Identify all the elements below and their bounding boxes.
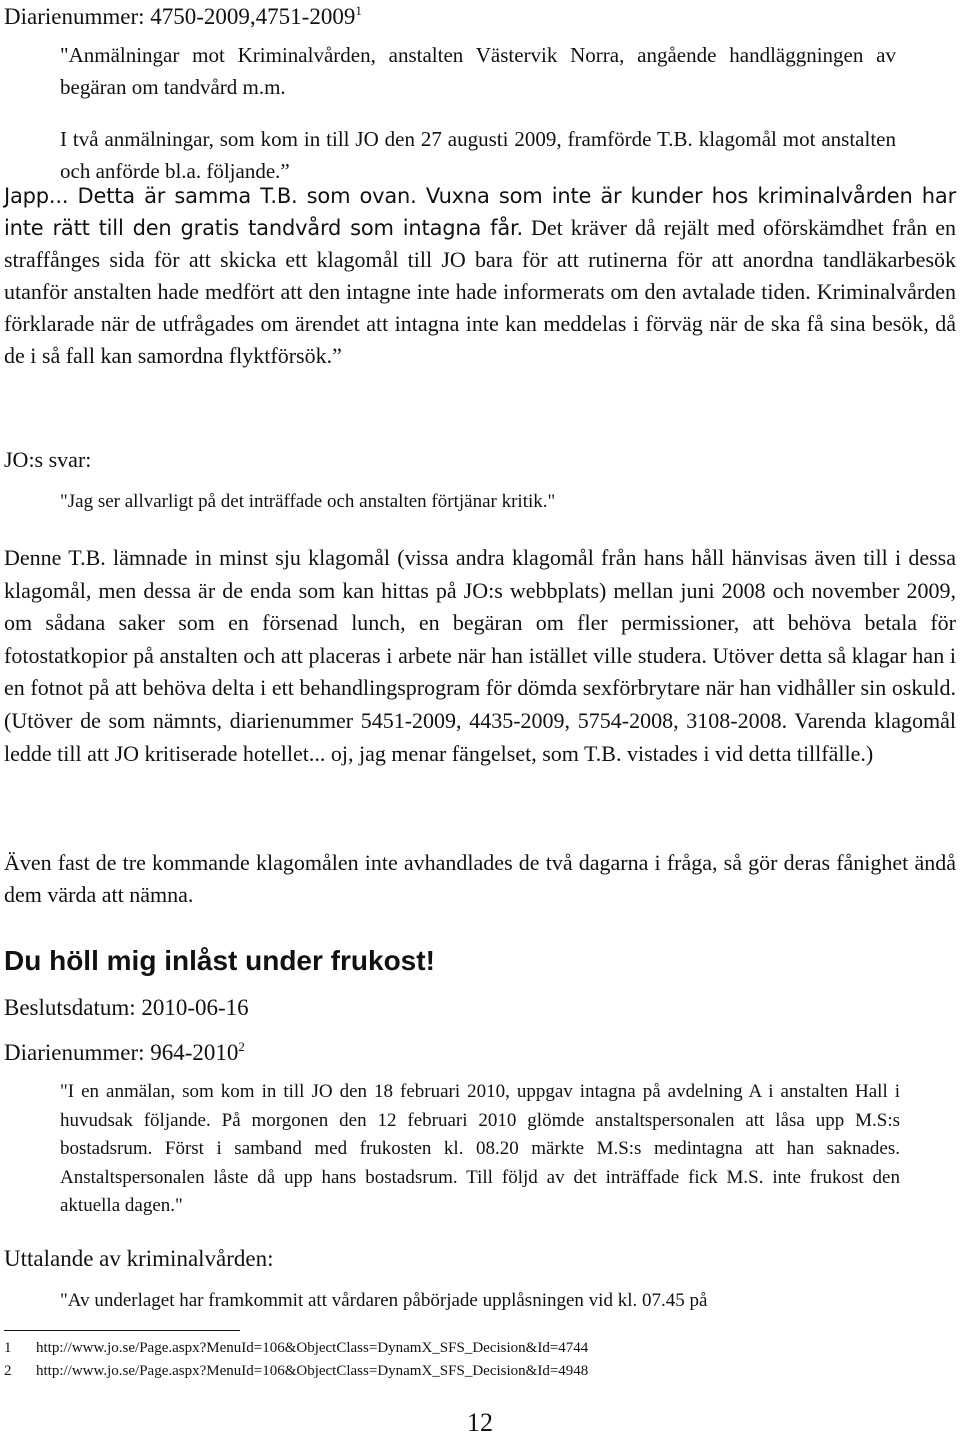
page-number: 12 <box>467 1408 493 1437</box>
diarienummer-line-2 <box>4 1038 604 1068</box>
beslutsdatum: Beslutsdatum: 2010-06-16 <box>4 995 249 1020</box>
footnote-number: 1 <box>4 1340 12 1356</box>
diarienummer-text: Diarienummer: 4750-2009,4751-2009 <box>4 4 356 29</box>
footnote-number: 2 <box>4 1363 12 1379</box>
footnote-divider <box>4 1330 240 1331</box>
footnote-1 <box>4 1338 588 1358</box>
quote-intro: I två anmälningar, som kom in till JO den 27 augusti 2009, framförde T.B. klagomål mot anstalten och anförde bl.a. följande.” <box>60 127 896 183</box>
commentary-paragraph-1 <box>4 180 956 372</box>
commentary-serif-part: Det kräver då rejält med oförskämdhet från en straffånges sida för att skicka ett klagomål till JO bara för att rutinerna för att anordna tandläkarbesök utanför anstalten hade medfört att den intagne inte hade informerats om den avtalade tiden. Kriminalvården förklarade när de utfrågades om ärendet att intagna inte kan meddelas i förväg när de ska få sina besök, då de i så fall kan samordna flyktförsök.” <box>4 215 956 368</box>
uttalande-label: Uttalande av kriminalvården: <box>4 1246 274 1271</box>
paragraph-aven-fast: Även fast de tre kommande klagomålen inte avhandlades de två dagarna i fråga, så gör deras fånighet ändå dem värda att nämna. <box>4 850 956 907</box>
commentary-sans-part: Japp... Detta är samma T.B. som ovan. Vuxna som inte är kunder hos kriminalvården har inte rätt till den gratis tandvård som intagna får. <box>4 184 956 240</box>
jo-answer-label: JO:s svar: <box>4 447 92 472</box>
quote-anmalningar: "Anmälningar mot Kriminalvården, anstalten Västervik Norra, angående handläggningen av begäran om tandvård m.m. <box>60 43 896 99</box>
uttalande-quote: "Av underlaget har framkommit att vårdaren påbörjade upplåsningen vid kl. 07.45 på <box>60 1290 708 1311</box>
footnote-ref-2: 2 <box>238 1039 245 1054</box>
diarienummer-text-2: Diarienummer: 964-2010 <box>4 1040 239 1065</box>
footnote-link[interactable]: http://www.jo.se/Page.aspx?MenuId=106&ObjectClass=DynamX_SFS_Decision&Id=4744 <box>36 1340 589 1356</box>
footnote-link[interactable]: http://www.jo.se/Page.aspx?MenuId=106&ObjectClass=DynamX_SFS_Decision&Id=4948 <box>36 1363 589 1379</box>
jo-answer-quote: "Jag ser allvarligt på det inträffade och anstalten förtjänar kritik." <box>60 491 556 512</box>
diarienummer-line-1 <box>4 2 944 32</box>
paragraph-denne-tb: Denne T.B. lämnade in minst sju klagomål (vissa andra klagomål från hans håll hänvisas även till i dessa klagomål, men dessa är de enda som kan hittas på JO:s webbplats) mellan juni 2008 och november 2009, om sådana saker som en försenad lunch, en begäran om fler permissioner, att behöva betala för fotostatkopior på anstalten och att placeras i arbete när han istället ville studera. Utöver detta så klagar han i en fotnot på att behöva delta i ett behandlingsprogram för dömda sexförbrytare när han vidhåller sin oskuld. (Utöver de som nämnts, diarienummer 5451-2009, 4435-2009, 5754-2008, 3108-2008. Varenda klagomål ledde till att JO kritiserade hotellet... oj, jag menar fängelset, som T.B. vistades i vid detta tillfälle.) <box>4 545 956 766</box>
quote-hall: "I en anmälan, som kom in till JO den 18 februari 2010, uppgav intagna på avdelning A i anstalten Hall i huvudsak följande. På morgonen den 12 februari 2010 glömde anstaltspersonalen att låsa upp M.S:s bostadsrum. Först i samband med frukosten kl. 08.20 märkte M.S:s medintagna att han saknades. Anstaltspersonalen låste då upp hans bostadsrum. Till följd av det inträffade fick M.S. inte frukost den aktuella dagen." <box>60 1081 900 1216</box>
footnote-2 <box>4 1361 588 1381</box>
footnote-ref-1: 1 <box>355 3 362 18</box>
section-heading: Du höll mig inlåst under frukost! <box>4 945 435 976</box>
